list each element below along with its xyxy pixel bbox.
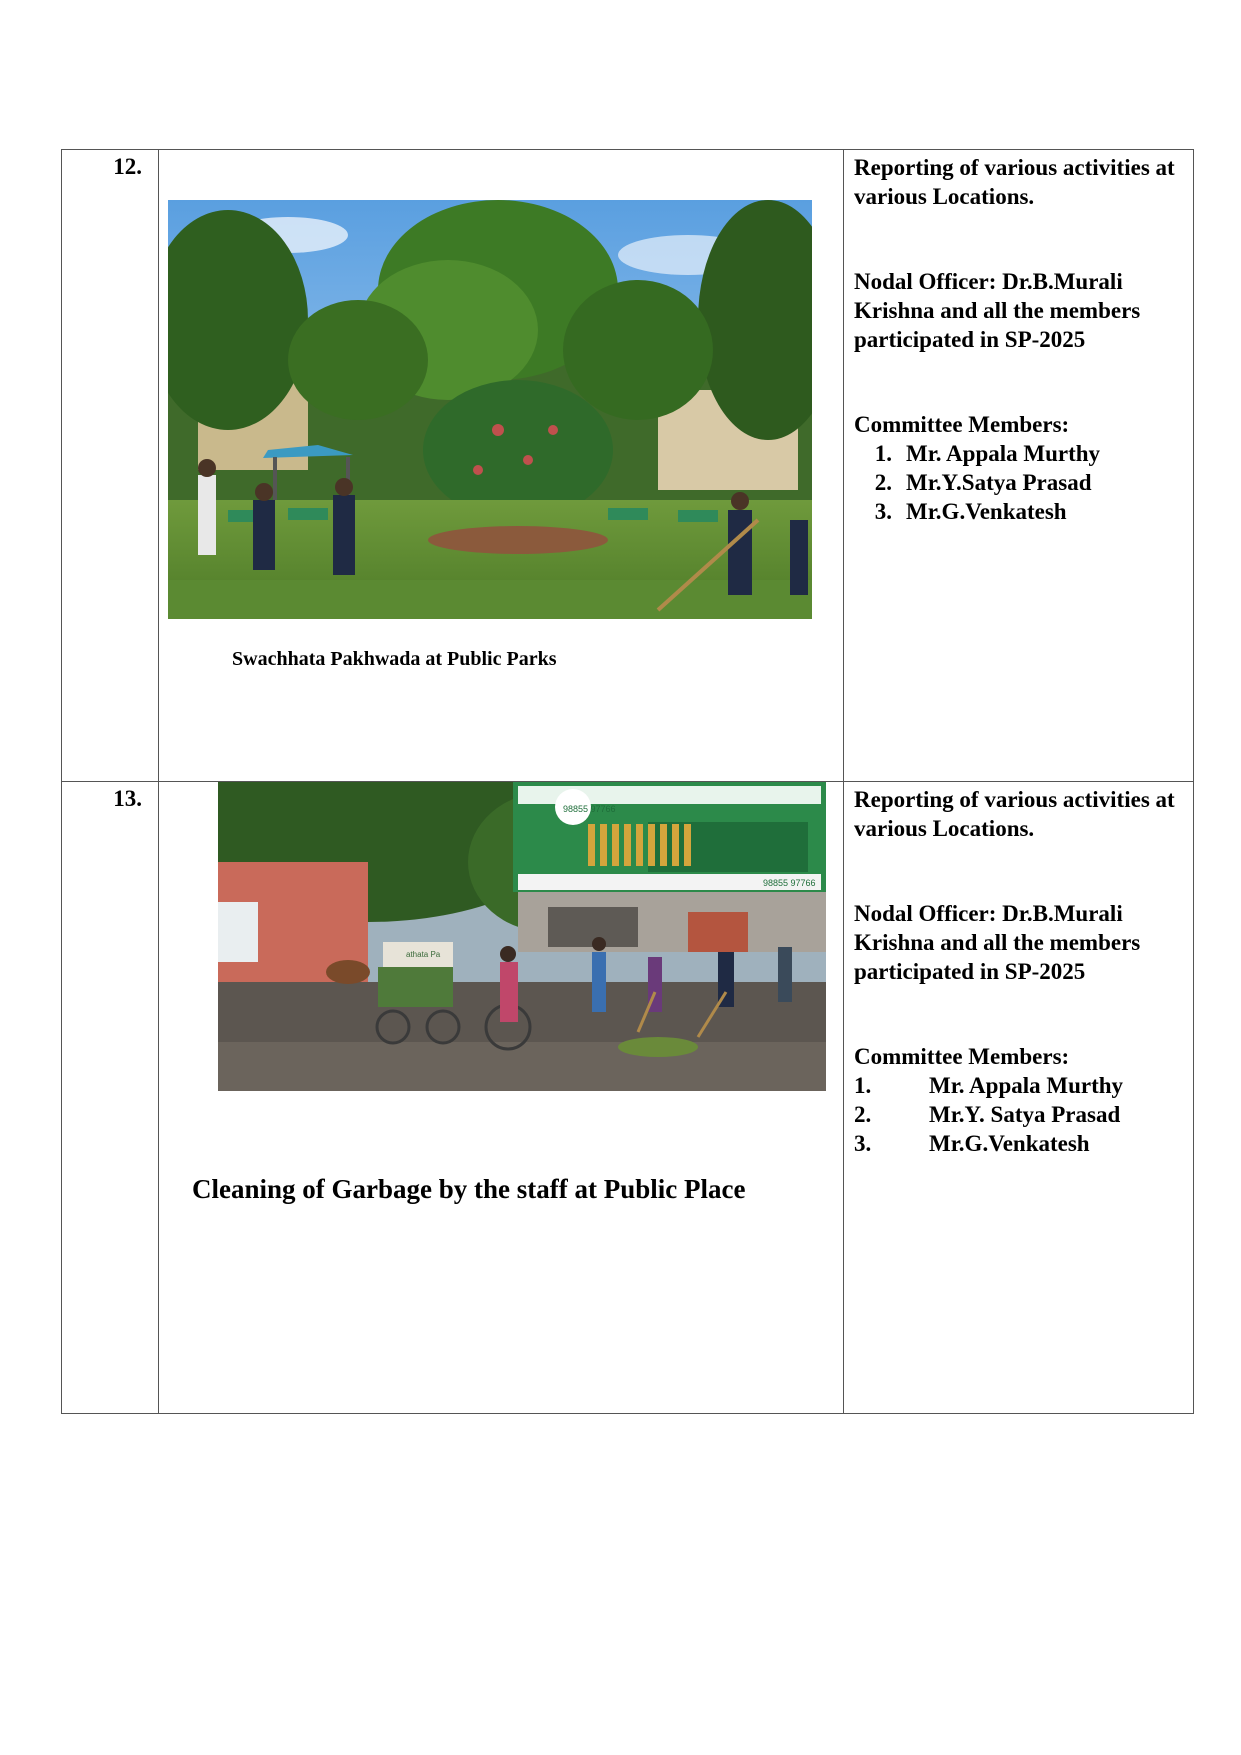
activity-heading: Reporting of various activities at various Locations.: [854, 155, 1175, 209]
garbage-cleaning-photo: [218, 782, 826, 1091]
list-item: 3. Mr.G.Venkatesh: [854, 1131, 1090, 1156]
committee-label: Committee Members:: [854, 412, 1070, 437]
committee-member-list: [854, 1071, 1183, 1158]
list-item: 2. Mr.Y.Satya Prasad: [874, 470, 1092, 495]
activity-heading: Reporting of various activities at various Locations.: [854, 787, 1175, 841]
committee-member-list: [854, 439, 1183, 526]
serial-number-cell: [62, 150, 159, 782]
member-name: Mr. Appala Murthy: [929, 1073, 1124, 1098]
member-name: Mr.Y.Satya Prasad: [906, 470, 1092, 495]
photo-caption: Swachhata Pakhwada at Public Parks: [232, 648, 557, 670]
member-name: Mr. Appala Murthy: [906, 441, 1101, 466]
nodal-officer-text: Nodal Officer: Dr.B.Murali Krishna and all the members participated in SP-2025: [854, 901, 1141, 984]
details-cell: [844, 782, 1194, 1414]
member-name: Mr.Y. Satya Prasad: [929, 1102, 1121, 1127]
serial-number-cell: [62, 782, 159, 1414]
list-item: 1. Mr. Appala Murthy: [874, 441, 1101, 466]
table-row: [62, 150, 1194, 782]
photo-cell: [159, 150, 844, 782]
list-item: 3. Mr.G.Venkatesh: [874, 499, 1067, 524]
list-item: 1. Mr. Appala Murthy: [854, 1073, 1124, 1098]
table-row: [62, 782, 1194, 1414]
nodal-officer-text: Nodal Officer: Dr.B.Murali Krishna and all the members participated in SP-2025: [854, 269, 1141, 352]
activity-report-table: [61, 149, 1194, 1414]
details-cell: [844, 150, 1194, 782]
list-item: 2. Mr.Y. Satya Prasad: [854, 1102, 1121, 1127]
svg-text:98855 97766: 98855 97766: [563, 804, 616, 814]
committee-label: Committee Members:: [854, 1044, 1070, 1069]
park-cleaning-photo: [168, 200, 812, 619]
photo-cell: [159, 782, 844, 1414]
member-name: Mr.G.Venkatesh: [929, 1131, 1090, 1156]
photo-caption: Cleaning of Garbage by the staff at Public Place: [192, 1174, 746, 1204]
svg-text:athata Pa: athata Pa: [406, 950, 441, 959]
svg-text:98855 97766: 98855 97766: [763, 878, 816, 888]
serial-number: 13.: [113, 786, 142, 811]
member-name: Mr.G.Venkatesh: [906, 499, 1067, 524]
serial-number: 12.: [113, 154, 142, 179]
